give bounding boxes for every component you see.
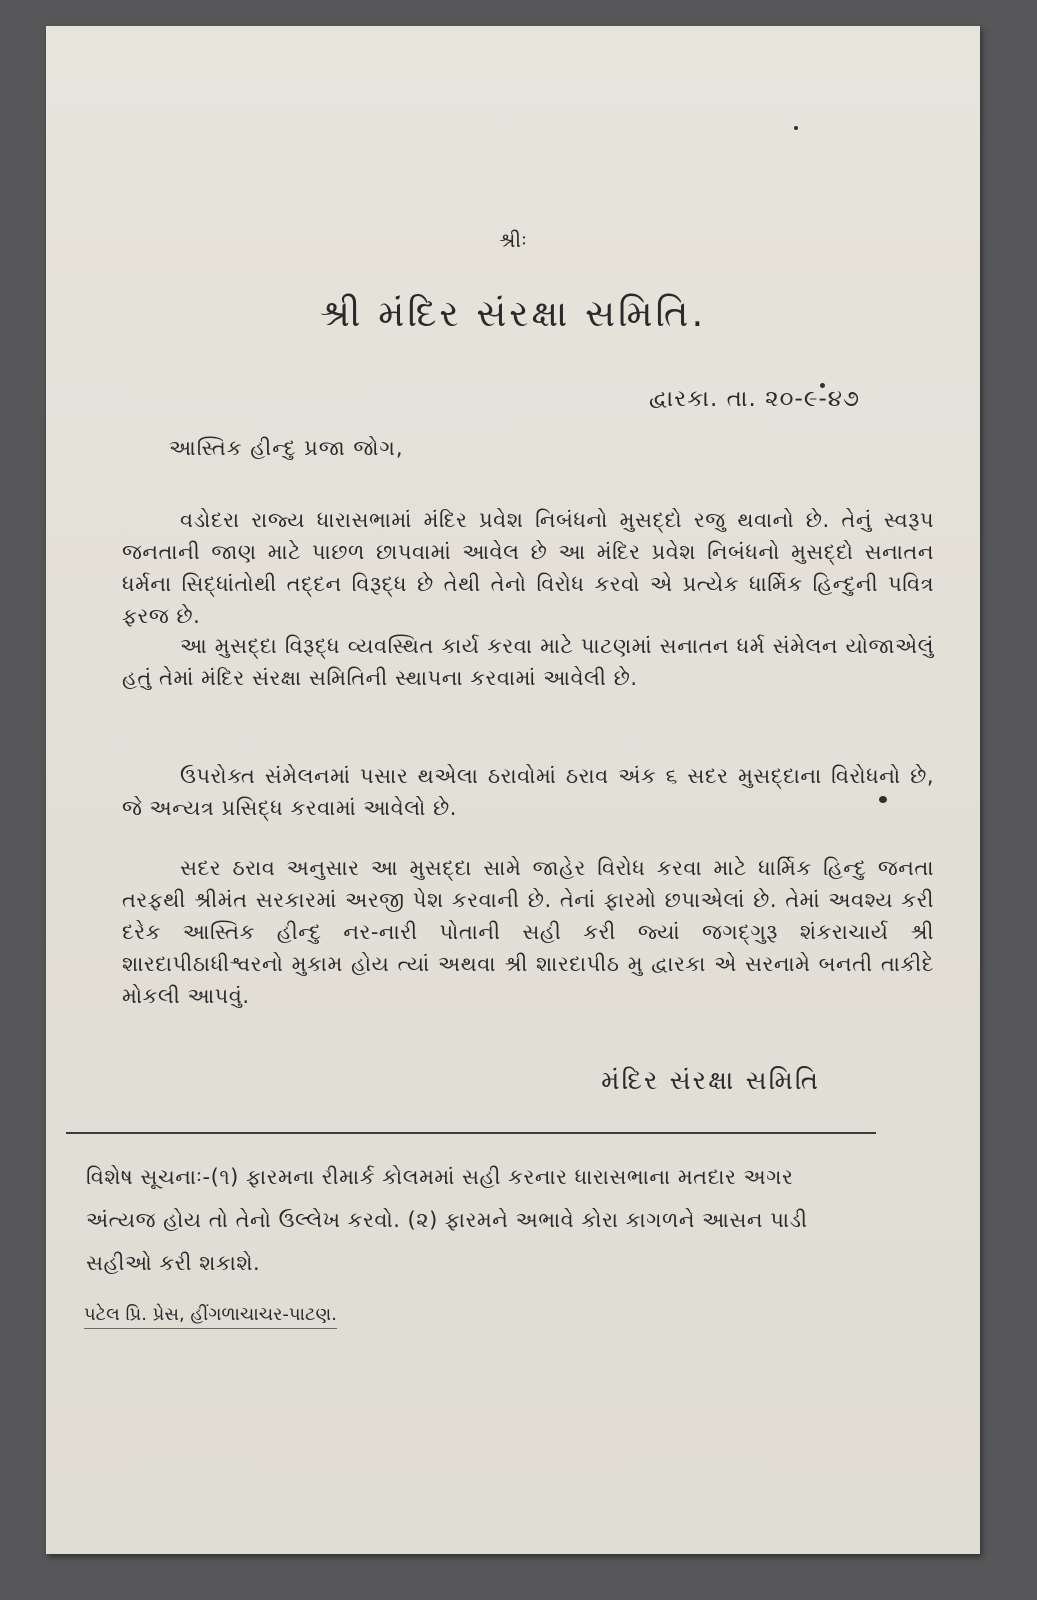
paragraph [122,760,934,824]
dateline: દ્વારકા. તા. ૨૦-૯-૪૭ [648,386,860,412]
paragraph [122,852,934,1012]
paragraph-text: ઉપરોક્ત સંમેલનમાં પસાર થએલા ઠરાવોમાં ઠરાવ અંક ૬ સદર મુસદ્દાના વિરોધનો છે, જે અન્યત્ર પ્રસિદ્ધ કરવામાં આવેલો છે. [122,764,934,820]
paragraph [122,504,934,632]
paragraph-text: આ મુસદ્દા વિરૂદ્ધ વ્યવસ્થિત કાર્ય કરવા માટે પાટણમાં સનાતન ધર્મ સંમેલન યોજાએલું હતું તેમાં મંદિર સંરક્ષા સમિતિની સ્થાપના કરવામાં આવેલી છે. [122,634,934,690]
press-credit: પટેલ પ્રિ. પ્રેસ, હીંગળાચાચર-પાટણ. [84,1304,337,1329]
paragraph-text: સદર ઠરાવ અનુસાર આ મુસદ્દા સામે જાહેર વિરોધ કરવા માટે ધાર્મિક હિન્દુ જનતા તરફથી શ્રીમંત સરકારમાં અરજી પેશ કરવાની છે. તેનાં ફારમો છપાએલાં છે. તેમાં અવશ્ય કરી દરેક આસ્તિક હીન્દુ નર-નારી પોતાની સહી કરી જ્યાં જગદ્‌ગુરૂ શંકરાચાર્ય શ્રી શારદાપીઠાધીશ્વરનો મુકામ હોય ત્યાં અથવા શ્રી શારદાપીઠ મુ દ્વારકા એ સરનામે બનતી તાકીદે મોકલી આપવું. [122,856,934,1008]
paragraph [122,630,934,694]
divider [66,1132,876,1134]
special-notice: વિશેષ સૂચનાઃ-(૧) ફારમના રીમાર્ક કોલમમાં સહી કરનાર ધારાસભાના મતદાર અગર અંત્યજ હોય તો તેનો ઉલ્લેખ કરવો. (૨) ફારમને અભાવે કોરા કાગળને આસન પાડી સહીઓ કરી શકાશે. [86,1165,808,1275]
paragraph-text: વડોદરા રાજ્ય ધારાસભામાં મંદિર પ્રવેશ નિબંધનો મુસદ્દો રજુ થવાનો છે. તેનું સ્વરૂપ જનતાની જાણ માટે પાછળ છાપવામાં આવેલ છે આ મંદિર પ્રવેશ નિબંધનો મુસદ્દો સનાતન ધર્મના સિદ્ધાંતોથી તદ્દન વિરૂદ્ધ છે તેથી તેનો વિરોધ કરવો એ પ્રત્યેક ધાર્મિક હિન્દુની પવિત્ર ફરજ છે. [122,508,934,628]
document-title: શ્રી મંદિર સંરક્ષા સમિતિ. [319,292,707,335]
salutation: આસ્તિક હીન્દુ પ્રજા જોગ, [169,436,404,460]
signature: મંદિર સંરક્ષા સમિતિ [601,1066,820,1096]
invocation: શ્રીઃ [499,228,527,252]
ink-spot [794,126,798,130]
document-page [46,26,980,1554]
